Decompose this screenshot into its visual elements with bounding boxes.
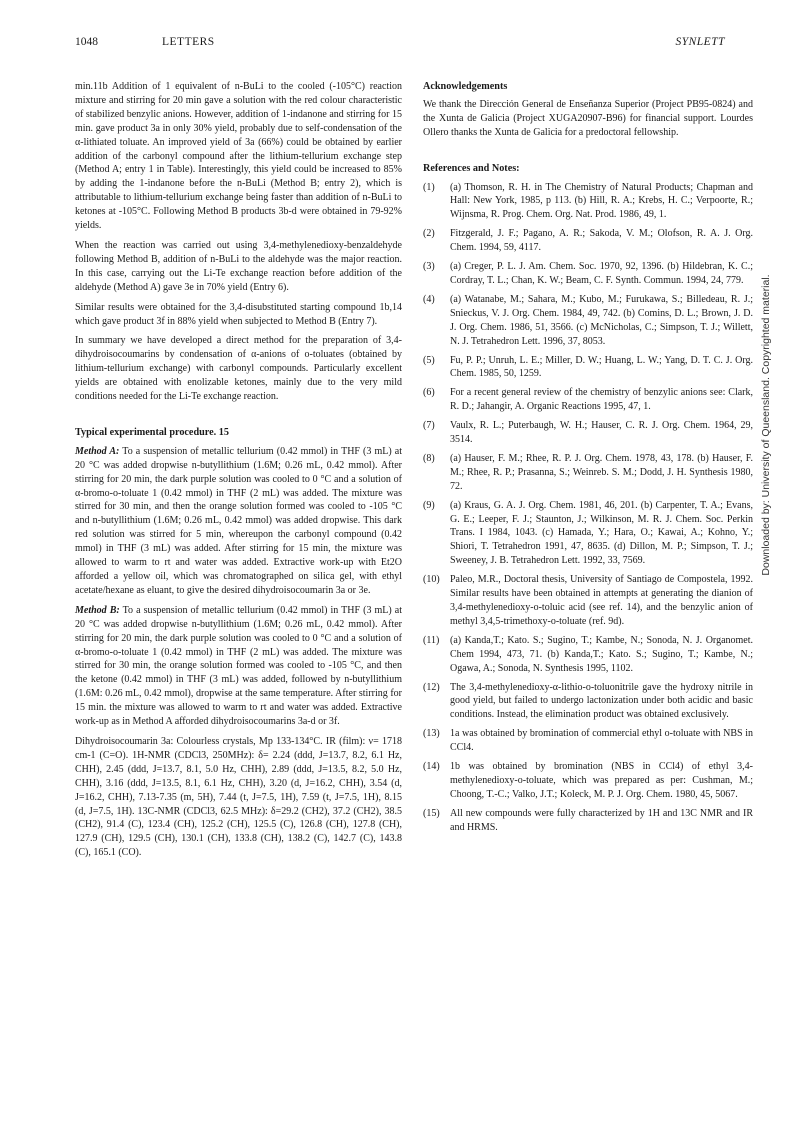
reference-text: 1b was obtained by bromination (NBS in CCl4) of ethyl 3,4-methylenedioxy-o-toluate, which was prepared as per: Cushman, M.; Choong, T.-C.; Valko, J.T.; Koleck, M. P. J. Org. Chem. 1980, 45, 5067. <box>450 761 753 800</box>
reference-text: 1a was obtained by bromination of commercial ethyl o-toluate with NBS in CCl4. <box>450 728 753 754</box>
reference-number: (9) <box>423 499 435 511</box>
reference-number: (7) <box>423 420 435 432</box>
method-b-text: To a suspension of metallic tellurium (0.42 mmol) in THF (3 mL) at 20 °C was added dropwise n-butyllithium (1.6M; 0.26 mL, 0.42 mmol). After stirring for 20 min, the dark purple solution was cooled to 0 °C and a solution of α-bromo-o-toluate 1 (0.42 mmol) in THF (2 mL) was added. The mixture was stirred for 30 min, the orange solution formed was cooled to -105 °C, and then the ketone (0.42 mmol) in THF (3 mL) was added, followed by n-butyllithium (1.6M: 0.26 mL, 0.42 mmol), dropwise at the same temperature. After stirring for 15 min. the mixture was allowed to warm to rt and water was added. Extractive work-up as in Method A afforded dihydroisocoumarins 3a-d or 3f. <box>75 604 403 728</box>
reference-text: (a) Kanda,T.; Kato. S.; Sugino, T.; Kambe, N.; Sonoda, N. J. Organomet. Chem 1994, 473, 71. (b) Kanda,T.; Kato. S.; Sugino, T.; Kambe, N.; Ogawa, A.; Sonoda, N. Synthesis 1995, 1102. <box>450 634 753 674</box>
method-b-paragraph <box>75 604 402 729</box>
reference-number: (3) <box>423 261 435 273</box>
reference-text: Paleo, M.R., Doctoral thesis, University of Santiago de Compostela, 1992. Similar results have been obtained in attempts at generating the dianion of 3,4-methylenedioxy-o-toluic acid (see ref. 14), and the benzylic anion of methyl 3,4,5-trimethoxy-o-toluate (ref. 9d). <box>450 574 753 627</box>
reference-number: (11) <box>423 634 440 646</box>
page-header <box>75 36 725 52</box>
body-paragraph-1: min.11b Addition of 1 equivalent of n-BuLi to the cooled (-105°C) reaction mixture and stirring for 20 min gave a solution with the red colour characteristic of stabilized benzylic anions. However, addition of 1-indanone and stirring for 15 min. gave product 3a in only 30% yield, probably due to self-condensation of the α-lithiated toluate. An improved yield of 3a (66%) could be obtained by earlier addition of the carbonyl compound after the lithium-tellurium exchange step (Method A; entry 1 in Table). Interestingly, this yield could be increased to 85% by adding the 1-indanone before the n-BuLi (Method B; entry 2), which is attributable to lithium-tellurium exchange being faster than addition of n-BuLi to ketones at -105°C. Following Method B products 3b-d were obtained in 79-92% yields. <box>75 81 402 232</box>
characterization-data: Dihydroisocoumarin 3a: Colourless crystals, Mp 133-134°C. IR (film): ν= 1718 cm-1 (C=O). 1H-NMR (CDCl3, 250MHz): δ= 2.24 (ddd, J=13.7, 8.2, 6.1 Hz, CHH), 2.45 (ddd, J=13.7, 8.1, 5.0 Hz, CHH), 2.89 (ddd, J=13.5, 8.2, 5.0 Hz, CHH), 3.16 (ddd, J=13.5, 8.1, 6.1 Hz, CHH), 3.20 (d, J=16.2, CHH), 3.54 (d, J=16.2, CHH), 7.13-7.35 (m, 5H), 7.44 (t, J=7.5, 1H), 7.59 (t, J=7.5, 1H), 8.15 (d, J=7.5, 1H). 13C-NMR (CDCl3, 62.5 MHz): δ=29.2 (CH2), 37.2 (CH2), 38.5 (CH2), 91.4 (C), 123.4 (CH), 125.2 (CH), 125.5 (C), 126.8 (CH), 127.8 (CH), 127.9 (CH), 129.5 (CH), 130.1 (CH), 133.8 (CH), 138.2 (C), 142.7 (C), 143.8 (C), 165.1 (CO). <box>75 735 402 859</box>
download-watermark <box>756 130 776 720</box>
method-a-paragraph <box>75 445 402 598</box>
reference-list <box>423 181 753 835</box>
reference-number: (1) <box>423 181 435 193</box>
method-a-text: To a suspension of metallic tellurium (0.42 mmol) in THF (3 mL) at 20 °C was added dropwise n-butyllithium (1.6M; 0.26 mL, 0.42 mmol). After stirring for 20 min, the dark purple solution was cooled to 0 °C and a solution of α-bromo-o-toluate 1 (0.42 mmol) in THF (2 mL) was added. The mixture was stirred for 30 min, and then the orange solution formed was cooled to -105 °C and n-butyllithium (1.6M; 0.26 mL, 0.42 mmol) was added dropwise. This dark red solution was stirred for 5 min, whereupon the carbonyl compound (0.42 mmol) in THF (3 mL) was added. After stirring for 15 min, the mixture was allowed to warm to rt and water was added. Extractive work-up with Et2O afforded a yellow oil, which was chromatographed on silica gel, with ethyl acetate/hexane as eluant, to give the desired dihydroisocoumarin 3a or 3e. <box>75 445 402 596</box>
download-note: Downloaded by: University of Queensland. Copyrighted material. <box>760 274 772 576</box>
reference-number: (13) <box>423 728 440 740</box>
reference-number: (4) <box>423 293 435 305</box>
reference-item <box>423 807 753 835</box>
reference-item <box>423 727 753 755</box>
body-paragraph-3: Similar results were obtained for the 3,4-disubstituted starting compound 1b,14 which gave product 3f in 88% yield when subjected to Method B (Entry 7). <box>75 301 402 327</box>
right-column <box>423 80 753 840</box>
body-paragraph-2: When the reaction was carried out using 3,4-methylenedioxy-benzaldehyde following Method B, addition of n-BuLi to the aldehyde was the major reaction. In this case, carrying out the Li-Te exchange reaction before addition of the aldehyde (Method A) gave 3e in 70% yield (Entry 6). <box>75 239 402 293</box>
reference-item <box>423 227 753 255</box>
page-number: 1048 <box>75 36 98 48</box>
reference-text: (a) Watanabe, M.; Sahara, M.; Kubo, M.; Furukawa, S.; Billedeau, R. J.; Snieckus, V. J. Org. Chem. 1984, 49, 742. (b) Comins, D. L.; Brown, J. D. J. Org. Chem. 1986, 51, 3566. (c) McNicholas, C.; Simpson, T. J.; Willett, N. J. Tetrahedron Lett. 1996, 37, 8053. <box>450 293 753 347</box>
journal-name: SYNLETT <box>675 36 725 48</box>
summary-paragraph: In summary we have developed a direct method for the preparation of 3,4-dihydroisocoumarins by condensation of α-anions of o-toluates (obtained by lithium-tellurium exchange) with carbonyl compounds. Particularly excellent yields are obtained with enolizable ketones, mainly due to the very mild conditions needed for the Li-Te exchange reaction. <box>75 335 402 403</box>
typical-procedure-heading: Typical experimental procedure. 15 <box>75 426 229 438</box>
reference-item <box>423 260 753 288</box>
reference-text: (a) Hauser, F. M.; Rhee, R. P. J. Org. Chem. 1978, 43, 178. (b) Hauser, F. M.; Rhee, R. P.; Prasanna, S.; Weinreb. S. M.; Dodd, J. H. Synthesis 1980, 72. <box>450 452 753 492</box>
reference-text: (a) Kraus, G. A. J. Org. Chem. 1981, 46, 201. (b) Carpenter, T. A.; Evans, G. E.; Leeper, F. J.; Staunton, J.; Wilkinson, M. R. J. Chem. Soc. Perkin Trans. I 1984, 1043. (c) Hamada, Y.; Hara, O.; Kawai, A.; Kohno, Y.; Shiori, T. Tetrahedron 1991, 47, 8635. (d) Dillon, M. P.; Simpson, T. J.; Sweeney, J. B. Tetrahedron Lett. 1992, 33, 7569. <box>450 499 753 567</box>
reference-text: Vaulx, R. L.; Puterbaugh, W. H.; Hauser, C. R. J. Org. Chem. 1964, 29, 3514. <box>450 420 753 446</box>
reference-number: (8) <box>423 452 435 464</box>
references-heading: References and Notes: <box>423 162 520 174</box>
reference-item <box>423 681 753 723</box>
reference-number: (12) <box>423 681 440 693</box>
reference-item <box>423 293 753 349</box>
reference-text: Fu, P. P.; Unruh, L. E.; Miller, D. W.; Huang, L. W.; Yang, D. T. C. J. Org. Chem. 1985, 50, 1259. <box>450 354 753 380</box>
reference-number: (10) <box>423 574 440 586</box>
reference-text: The 3,4-methylenedioxy-α-lithio-o-toluonitrile gave the hydroxy nitrile in good yield, but failed to undergo lactonization under both acidic and basic conditions. Instead, the elimination product was obtained exclusively. <box>450 681 753 721</box>
reference-item <box>423 573 753 629</box>
reference-item <box>423 386 753 414</box>
method-b-label: Method B: <box>75 604 120 616</box>
acknowledgements-heading: Acknowledgements <box>423 81 508 92</box>
reference-item <box>423 760 753 802</box>
reference-text: Fitzgerald, J. F.; Pagano, A. R.; Sakoda, V. M.; Olofson, R. A. J. Org. Chem. 1994, 59, 4117. <box>450 228 753 254</box>
reference-item <box>423 634 753 676</box>
reference-item <box>423 181 753 223</box>
reference-number: (2) <box>423 228 435 240</box>
reference-item <box>423 452 753 494</box>
reference-number: (14) <box>423 761 440 773</box>
reference-number: (6) <box>423 387 435 399</box>
section-label: LETTERS <box>162 36 215 48</box>
reference-number: (15) <box>423 807 440 819</box>
reference-text: All new compounds were fully characterized by 1H and 13C NMR and IR and HRMS. <box>450 807 753 833</box>
reference-item <box>423 419 753 447</box>
method-a-label: Method A: <box>75 445 120 457</box>
reference-text: (a) Thomson, R. H. in The Chemistry of Natural Products; Chapman and Hall: New York, 1985, p 113. (b) Hill, R. A.; Krebs, H. C.; Verpoorte, R.; Wijnsma, R. Prog. Chem. Org. Nat. Prod. 1986, 49, 1. <box>450 181 753 221</box>
reference-text: For a recent general review of the chemistry of benzylic anions see: Clark, R. D.; Jahangir, A. Organic Reactions 1995, 47, 1. <box>450 387 753 413</box>
reference-number: (5) <box>423 354 435 366</box>
reference-item <box>423 354 753 382</box>
left-column <box>75 80 402 866</box>
reference-item <box>423 499 753 569</box>
acknowledgements-text: We thank the Dirección General de Enseñanza Superior (Project PB95-0824) and the Xunta de Galicia (Project XUGA20907-B96) for financial support. Lourdes Ollero thanks the Xunta de Galicia for a predoctoral fellowship. <box>423 98 753 138</box>
reference-text: (a) Creger, P. L. J. Am. Chem. Soc. 1970, 92, 1396. (b) Hildebran, K. C.; Cordray, T. L.; Chan, K. W.; Beam, C. F. Synth. Commun. 1994, 24, 779. <box>450 261 753 286</box>
